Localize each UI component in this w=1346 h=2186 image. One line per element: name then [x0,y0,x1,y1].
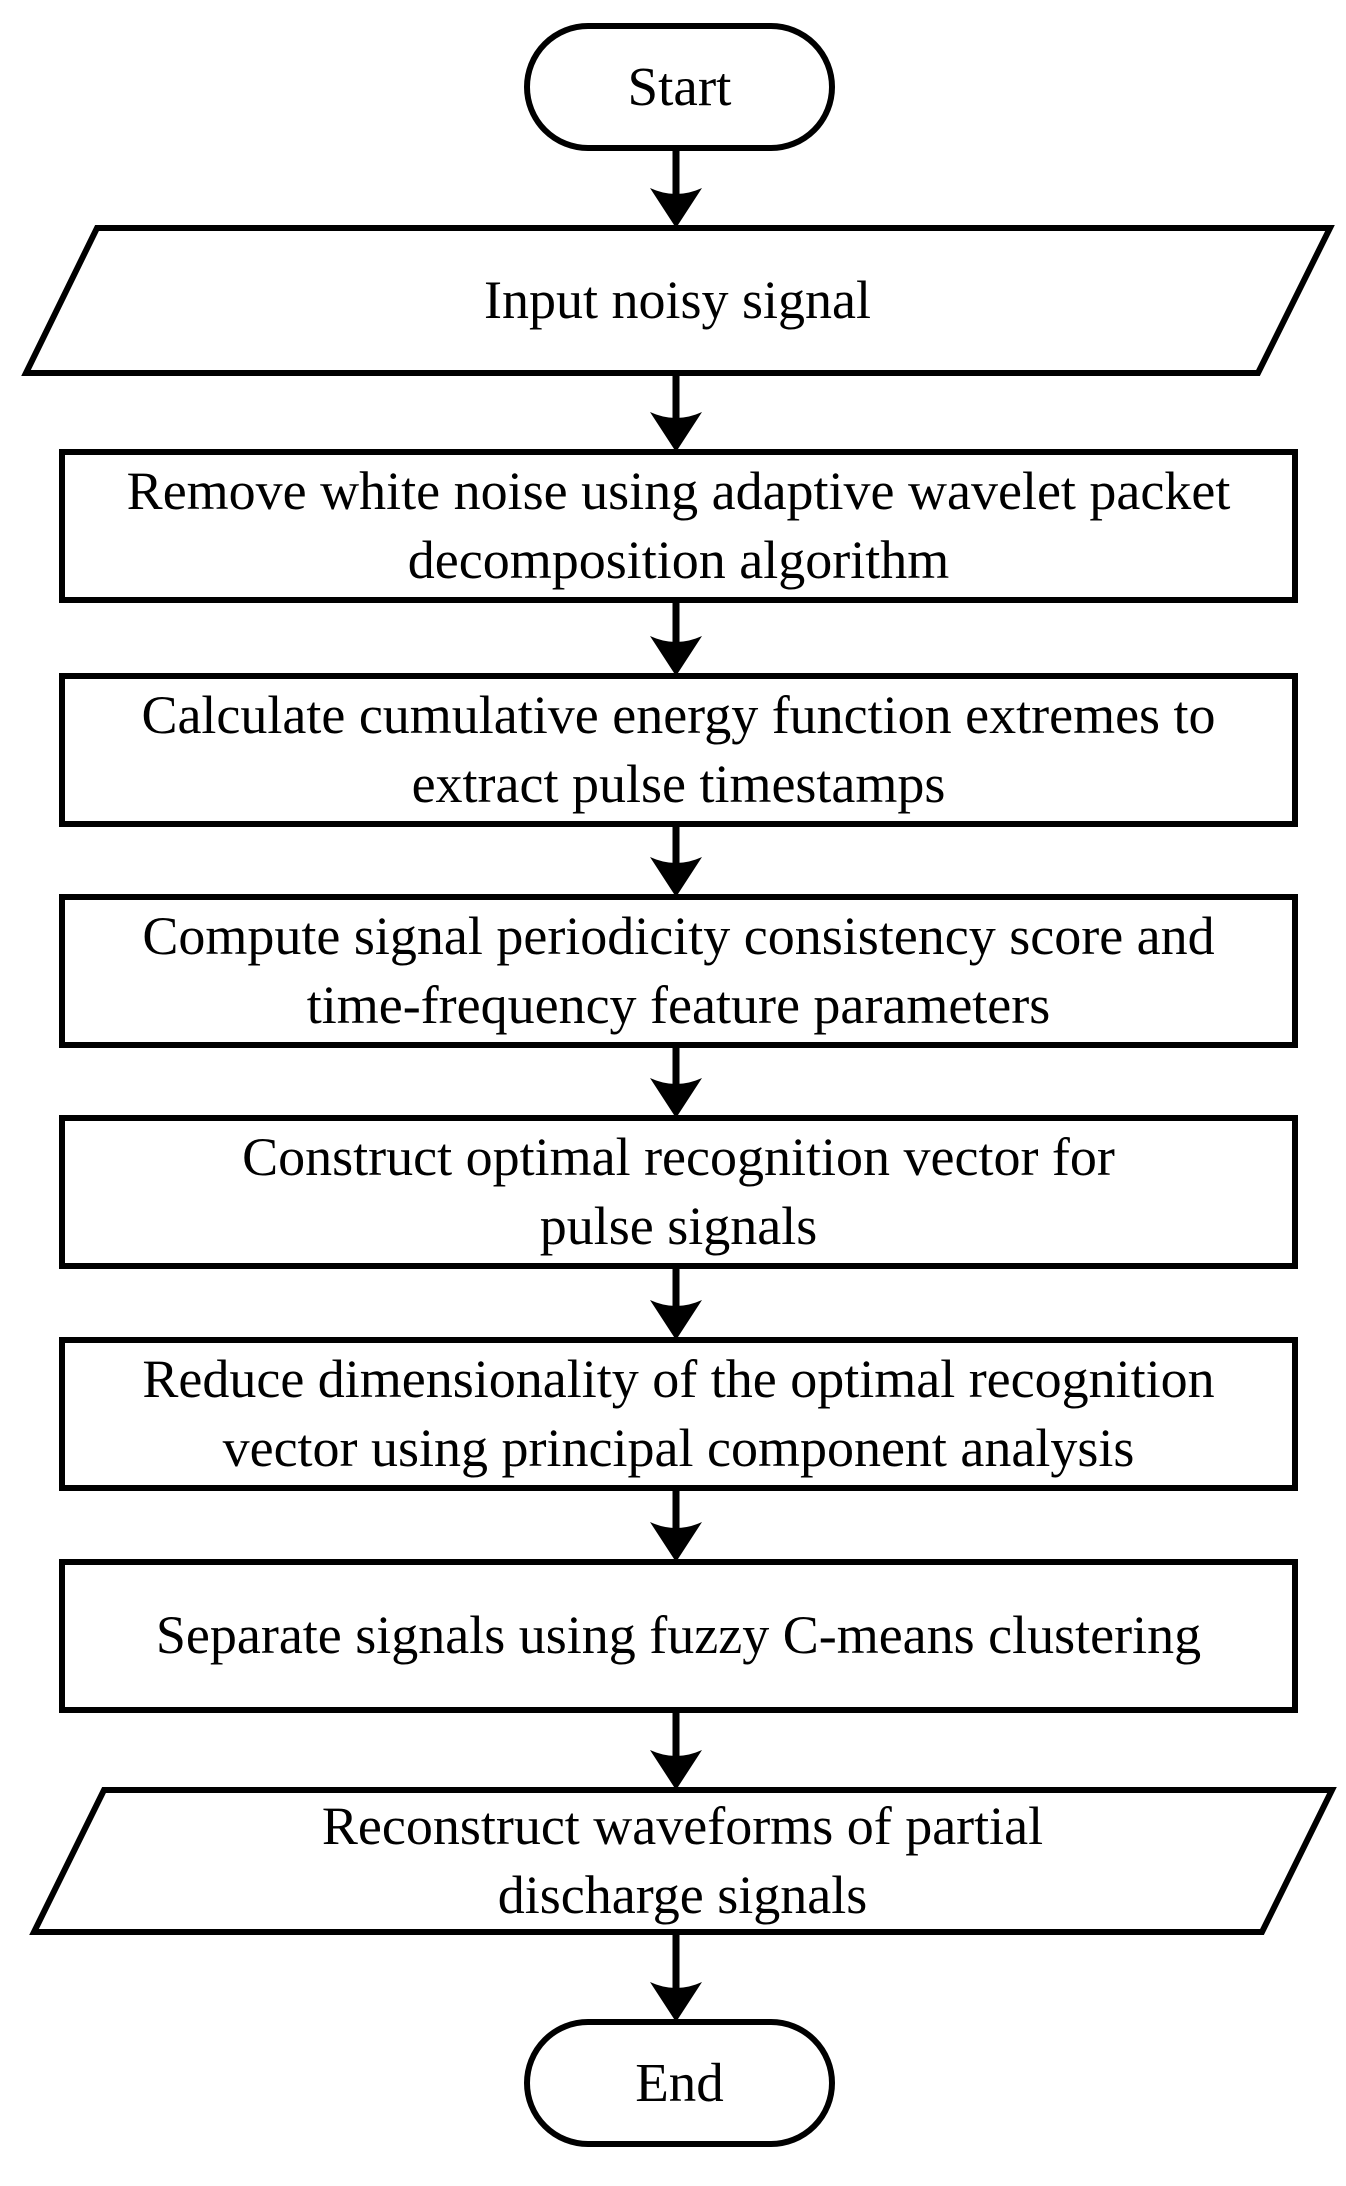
down-arrow-icon [650,1300,702,1340]
node-shape-end[interactable] [527,2022,832,2144]
node-label-pca: Reduce dimensionality of the optimal recognition vector using principal component analysis [142,1348,1215,1478]
down-arrow-icon [650,188,702,228]
node-shape-pca[interactable] [62,1340,1295,1488]
edge-fcm-to-reconstruct [650,1710,702,1790]
node-shape-start[interactable] [527,26,832,148]
edge-features-to-vector [650,1045,702,1118]
node-label-start: Start [627,55,732,117]
down-arrow-icon [650,1982,702,2022]
node-shape-denoise[interactable] [62,452,1295,600]
down-arrow-icon [650,636,702,676]
down-arrow-icon [650,412,702,452]
down-arrow-icon [650,1750,702,1790]
node-shape-reconstruct[interactable] [34,1790,1332,1932]
node-shape-features[interactable] [62,897,1295,1045]
edge-reconstruct-to-end [650,1932,702,2022]
node-label-denoise: Remove white noise using adaptive wavelet packet decomposition algorithm [126,460,1231,590]
node-label-end: End [635,2051,724,2113]
node-shape-input[interactable] [26,228,1330,373]
edge-vector-to-pca [650,1266,702,1340]
down-arrow-icon [650,1078,702,1118]
edge-input-to-denoise [650,373,702,452]
edge-start-to-input [650,148,702,228]
down-arrow-icon [650,857,702,897]
node-label-fcm: Separate signals using fuzzy C-means clustering [155,1605,1202,1666]
node-shape-fcm[interactable] [62,1562,1295,1710]
edge-timestamps-to-features [650,824,702,897]
node-shape-timestamps[interactable] [62,676,1295,824]
node-label-input: Input noisy signal [484,269,871,330]
edge-denoise-to-timestamps [650,600,702,676]
edge-pca-to-fcm [650,1488,702,1562]
node-shape-vector[interactable] [62,1118,1295,1266]
node-label-timestamps: Calculate cumulative energy function extremes to extract pulse timestamps [141,684,1216,814]
down-arrow-icon [650,1522,702,1562]
node-label-vector: Construct optimal recognition vector for pulse signals [242,1126,1115,1256]
node-label-features: Compute signal periodicity consistency score and time-frequency feature parameters [142,905,1215,1035]
node-label-reconstruct: Reconstruct waveforms of partial discharge signals [321,1795,1044,1925]
